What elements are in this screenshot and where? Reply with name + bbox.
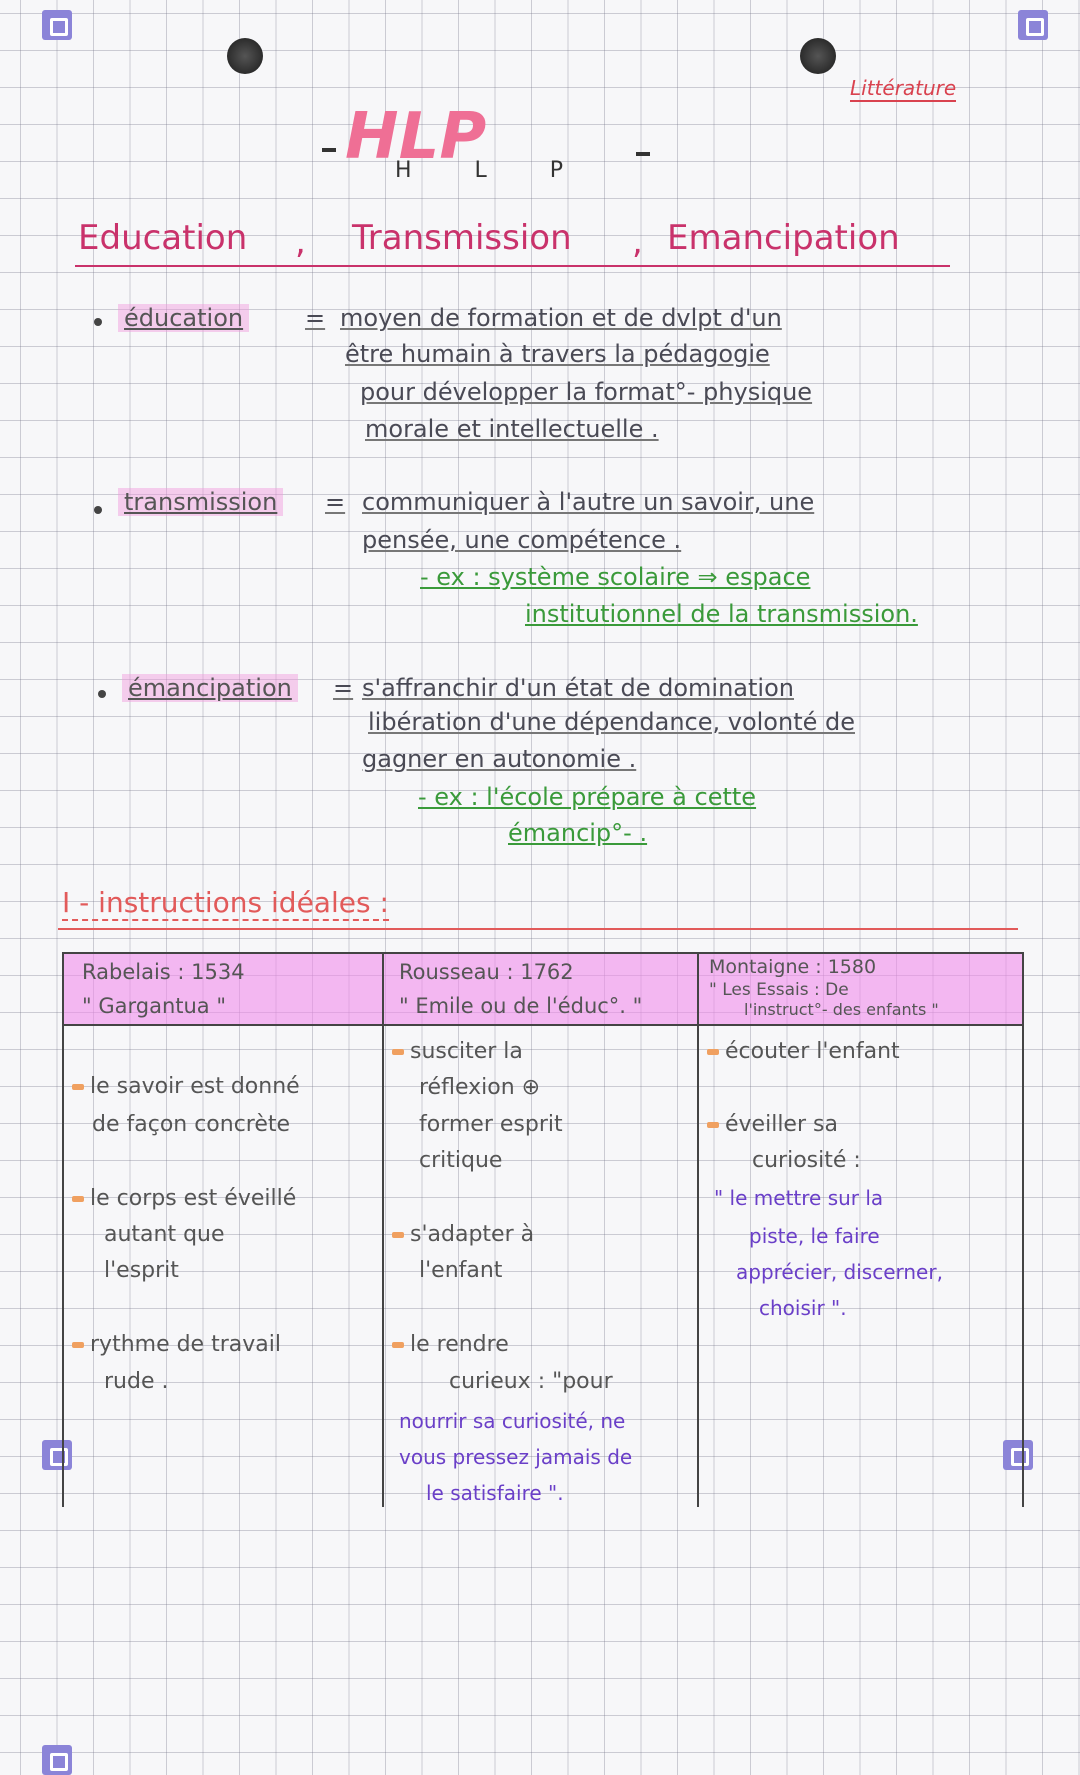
definition-line: libération d'une dépendance, volonté de [368, 708, 855, 736]
heading-emancipation: Emancipation [667, 218, 900, 258]
table-item-cont: l'esprit [104, 1258, 179, 1283]
table-item-cont: curieux : "pour [449, 1369, 613, 1394]
equals-sign: = [305, 304, 326, 332]
heading-education: Education [78, 218, 248, 258]
definition-line: être humain à travers la pédagogie [345, 340, 770, 368]
bullet-icon [94, 506, 102, 514]
quote-line: le satisfaire ". [426, 1481, 564, 1505]
table-item: le savoir est donné [72, 1074, 300, 1099]
definition-line: pensée, une compétence . [362, 526, 682, 554]
definition-line: moyen de formation et de dvlpt d'un [340, 304, 782, 332]
table-item: s'adapter à [392, 1222, 534, 1247]
term-education: éducation [118, 304, 249, 332]
definition-line: s'affranchir d'un état de domination [362, 674, 794, 702]
table-item-cont: autant que [104, 1222, 225, 1247]
corner-marker-icon [42, 10, 72, 40]
quote-line: choisir ". [759, 1296, 847, 1320]
table-item-cont: réflexion ⊕ [419, 1075, 541, 1100]
binder-hole [227, 38, 263, 74]
table-item-cont: curiosité : [752, 1148, 861, 1173]
column-header-subtitle: " Gargantua " [82, 994, 226, 1018]
equals-sign: = [333, 674, 354, 702]
definition-line: pour développer la format°- physique [360, 378, 813, 406]
heading-separator: , [295, 222, 306, 262]
heading-transmission: Transmission [352, 218, 572, 258]
binder-hole [800, 38, 836, 74]
section-underline [58, 928, 1018, 930]
column-header: Montaigne : 1580 [709, 956, 877, 978]
column-header: Rabelais : 1534 [82, 960, 245, 984]
equals-sign: = [325, 488, 346, 516]
table-item: le rendre [392, 1332, 509, 1357]
example-line: institutionnel de la transmission. [525, 600, 918, 628]
column-header-subtitle: " Les Essais : De [709, 980, 849, 1000]
term-emancipation: émancipation [122, 674, 298, 702]
title-dash [322, 148, 336, 152]
title-letters: H L P [395, 158, 592, 183]
table-item: écouter l'enfant [707, 1039, 900, 1064]
heading-underline [75, 265, 950, 267]
quote-line: " le mettre sur la [714, 1186, 884, 1210]
table-item: éveiller sa [707, 1112, 838, 1137]
table-item: le corps est éveillé [72, 1186, 296, 1211]
example-line: - ex : l'école prépare à cette [418, 783, 757, 811]
table-item: rythme de travail [72, 1332, 281, 1357]
table-item: susciter la [392, 1039, 523, 1064]
subject-tag: Littérature [850, 76, 957, 100]
column-header: Rousseau : 1762 [399, 960, 574, 984]
bullet-icon [94, 318, 102, 326]
bullet-icon [98, 690, 106, 698]
table-item-cont: rude . [104, 1369, 169, 1394]
column-divider [382, 954, 384, 1507]
corner-marker-icon [1018, 10, 1048, 40]
column-header-subtitle: " Emile ou de l'éduc°. " [399, 994, 643, 1018]
definition-line: gagner en autonomie . [362, 745, 637, 773]
title-dash [636, 152, 650, 156]
table-item-cont: critique [419, 1148, 503, 1173]
definition-line: communiquer à l'autre un savoir, une [362, 488, 815, 516]
column-header-subtitle: l'instruct°- des enfants " [744, 1000, 939, 1019]
section-title: I - instructions idéales : [62, 886, 389, 919]
table-item-cont: former esprit [419, 1112, 563, 1137]
definition-line: morale et intellectuelle . [365, 415, 659, 443]
comparison-table [62, 952, 1024, 1507]
quote-line: apprécier, discerner, [736, 1260, 943, 1284]
corner-marker-icon [42, 1745, 72, 1775]
term-transmission: transmission [118, 488, 283, 516]
example-line: émancip°- . [508, 819, 648, 847]
heading-separator: , [632, 222, 643, 262]
quote-line: nourrir sa curiosité, ne [399, 1409, 626, 1433]
quote-line: vous pressez jamais de [399, 1445, 633, 1469]
quote-line: piste, le faire [749, 1224, 880, 1248]
example-line: - ex : système scolaire ⇒ espace [420, 563, 811, 591]
column-divider [697, 954, 699, 1507]
table-item-cont: de façon concrète [92, 1112, 291, 1137]
page-title: HLP [345, 100, 487, 174]
table-item-cont: l'enfant [419, 1258, 503, 1283]
